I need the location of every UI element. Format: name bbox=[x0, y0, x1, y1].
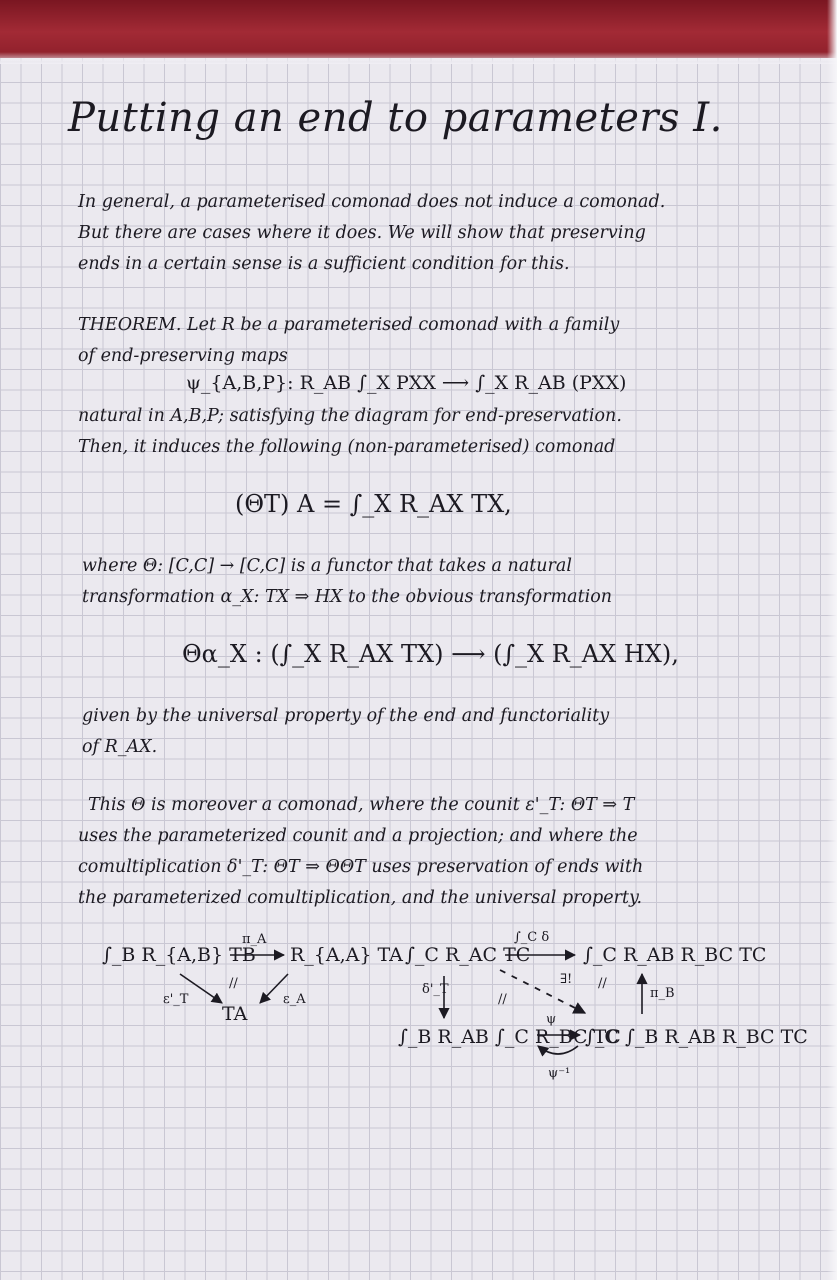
diagram-left-arrow-top-label: π_A bbox=[242, 932, 267, 947]
theorem-line-4: Then, it induces the following (non-parameterised) comonad bbox=[78, 437, 616, 457]
intro-line-1: In general, a parameterised comonad does not induce a comonad. bbox=[78, 192, 666, 212]
arrow-counit-prime bbox=[180, 974, 222, 1003]
arrow-psi-inverse bbox=[538, 1046, 578, 1054]
intro-line-2: But there are cases where it does. We will show that preserving bbox=[78, 223, 646, 243]
intro-line-3: ends in a certain sense is a sufficient condition for this. bbox=[78, 254, 570, 274]
moreover-line-2: uses the parameterized counit and a projection; and where the bbox=[78, 826, 638, 846]
diagram-left-commute-mark: // bbox=[229, 976, 238, 991]
functor-formula: Θα_X : (∫_X R_AX TX) ⟶ (∫_X R_AX HX), bbox=[182, 640, 679, 668]
moreover-line-3: comultiplication δ'_T: ΘT ⇒ ΘΘT uses preservation of ends with bbox=[78, 857, 644, 877]
diagram-right-arrow-right-label: π_B bbox=[650, 986, 675, 1001]
diagram-right-arrow-bottom-label: ψ bbox=[546, 1012, 557, 1027]
moreover-line-1: This Θ is moreover a comonad, where the counit ε'_T: ΘT ⇒ T bbox=[88, 795, 635, 815]
diagram-right-bottom-left: ∫_B R_AB ∫_C R_BC TC bbox=[398, 1026, 621, 1048]
where-line-1: where Θ: [C,C] → [C,C] is a functor that takes a natural bbox=[82, 556, 572, 576]
theorem-line-2: of end-preserving maps bbox=[78, 346, 288, 366]
given-line-1: given by the universal property of the end and functoriality bbox=[82, 706, 610, 726]
arrow-counit bbox=[260, 974, 288, 1003]
end-preserving-map: ψ_{A,B,P}: R_AB ∫_X PXX ⟶ ∫_X R_AB (PXX) bbox=[186, 372, 627, 394]
diagram-left-top-left: ∫_B R_{A,B} TB bbox=[102, 944, 256, 966]
diagram-left-arrow-right-label: ε_A bbox=[283, 992, 306, 1007]
arrow-unique-dashed bbox=[500, 970, 585, 1013]
diagram-left-top-right: R_{A,A} TA bbox=[290, 944, 403, 966]
theorem-line-1: THEOREM. Let R be a parameterised comonad with a family bbox=[78, 315, 620, 335]
theorem-line-3: natural in A,B,P; satisfying the diagram for end-preservation. bbox=[78, 406, 622, 426]
diagram-right-bottom-right: ∫_C ∫_B R_AB R_BC TC bbox=[585, 1026, 808, 1048]
diagram-left-arrow-left-label: ε'_T bbox=[163, 992, 189, 1007]
page-title: Putting an end to parameters I. bbox=[68, 95, 723, 141]
diagram-right-top-right: ∫_C R_AB R_BC TC bbox=[583, 944, 767, 966]
where-line-2: transformation α_X: TX ⇒ HX to the obvious transformation bbox=[82, 587, 613, 607]
given-line-2: of R_AX. bbox=[82, 737, 158, 757]
moreover-line-4: the parameterized comultiplication, and the universal property. bbox=[78, 888, 643, 908]
comonad-formula: (ΘT) A = ∫_X R_AX TX, bbox=[235, 490, 512, 518]
diagram-right-top-left: ∫_C R_AC TC bbox=[405, 944, 531, 966]
diagram-right-arrow-back-label: ψ⁻¹ bbox=[548, 1066, 571, 1081]
diagram-right-unique-label: ∃! bbox=[560, 972, 573, 987]
diagram-right-commute-mark-left: // bbox=[498, 992, 507, 1007]
diagram-left-bottom: TA bbox=[222, 1003, 248, 1025]
diagram-right-arrow-top-label: ∫_C δ bbox=[514, 930, 550, 945]
diagram-right-arrow-left-label: δ'_T bbox=[422, 982, 449, 997]
diagram-right-commute-mark-right: // bbox=[598, 976, 607, 991]
